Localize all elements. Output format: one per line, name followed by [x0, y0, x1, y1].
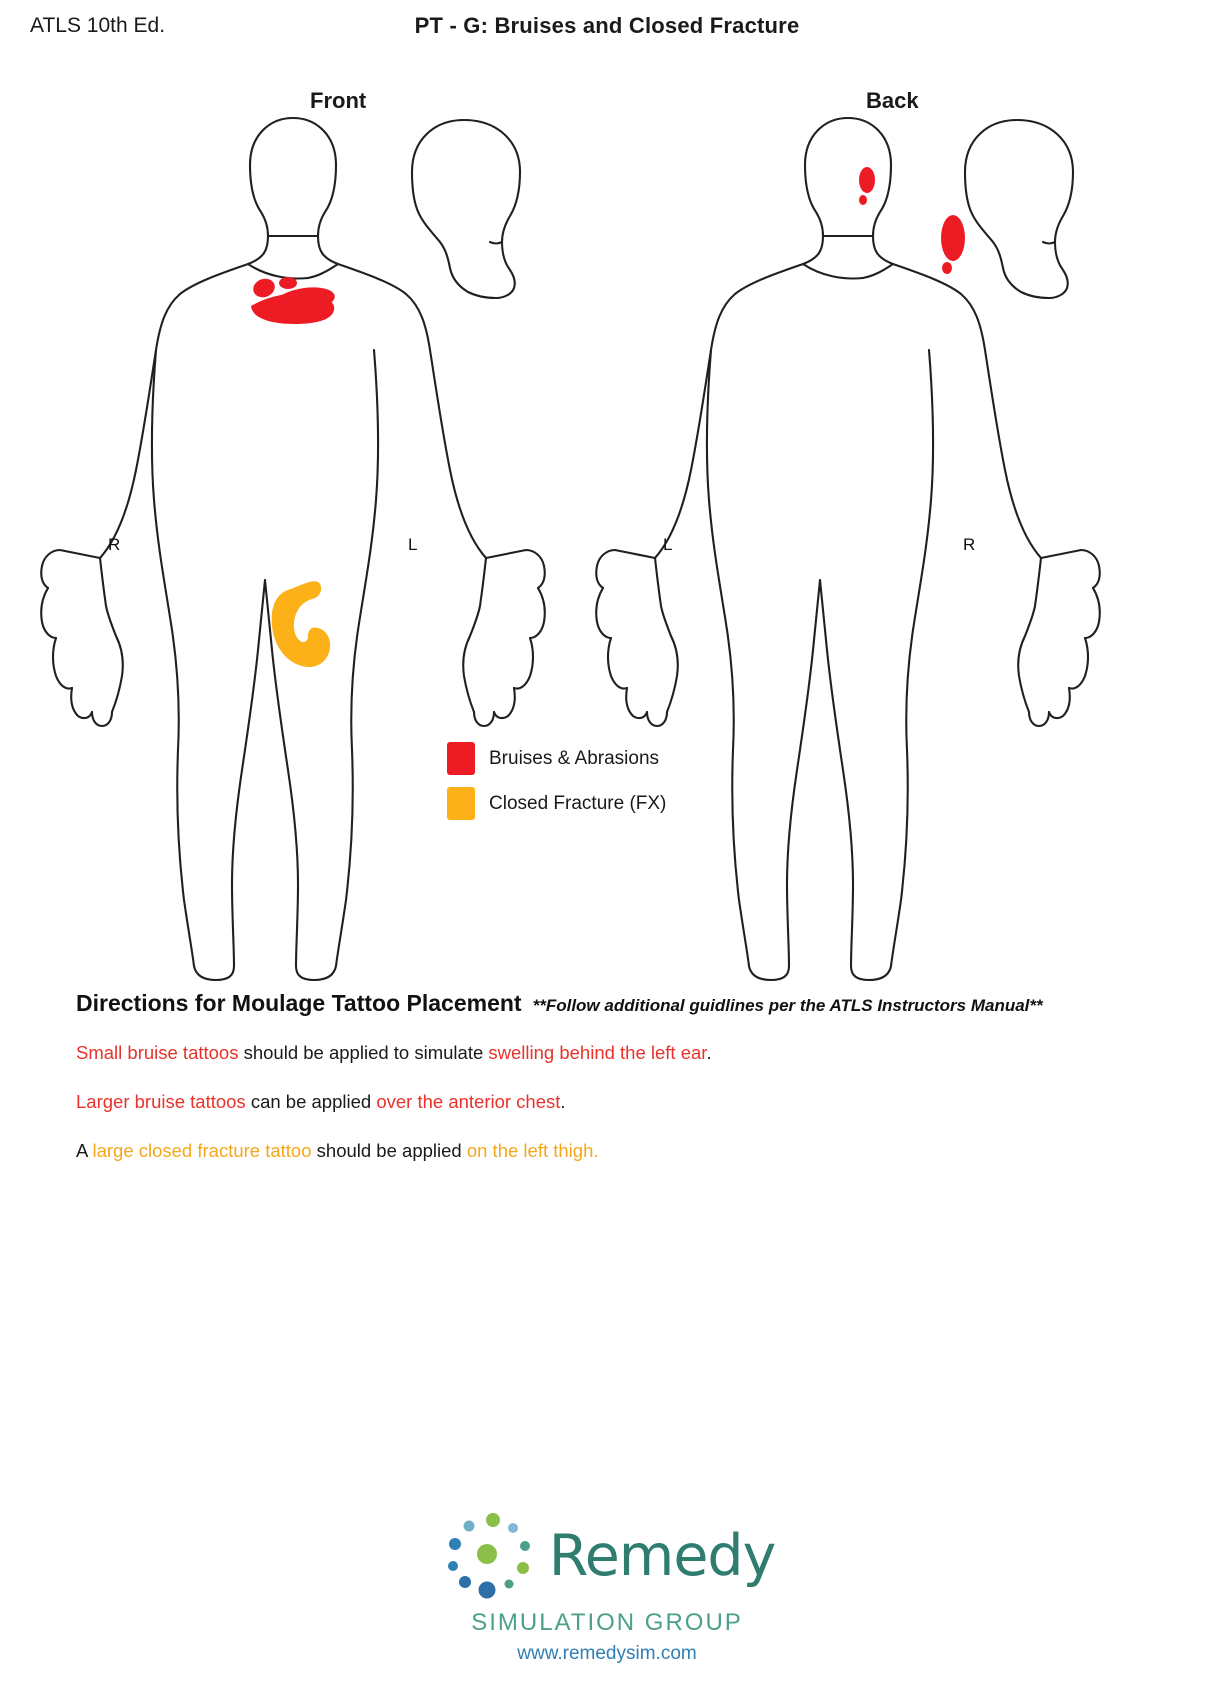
directions-title: Directions for Moulage Tattoo Placement	[76, 990, 522, 1016]
directions-header	[76, 990, 1146, 1017]
front-view-label: Front	[310, 88, 367, 113]
front-body-diagram	[20, 110, 560, 995]
logo-row	[0, 1506, 1214, 1607]
back-left-letter: L	[663, 535, 673, 554]
closed-fracture-mark-front	[272, 581, 331, 667]
brand-name: Remedy	[548, 1523, 776, 1589]
direction-3-seg-4: on the left thigh.	[466, 1139, 599, 1161]
direction-line-2	[76, 1088, 1146, 1116]
direction-2-seg-3: over the anterior chest	[376, 1090, 561, 1112]
brand-url: www.remedysim.com	[517, 1643, 697, 1664]
legend-label-closed-fracture: Closed Fracture (FX)	[489, 792, 667, 814]
legend-swatch-closed-fracture	[447, 787, 475, 820]
legend-label-bruises: Bruises & Abrasions	[489, 747, 660, 769]
back-view-label: Back	[866, 88, 919, 113]
direction-2-seg-1: Larger bruise tattoos	[76, 1090, 246, 1112]
page-title: PT - G: Bruises and Closed Fracture	[414, 13, 800, 38]
direction-3-seg-2: large closed fracture tattoo	[92, 1139, 312, 1161]
direction-1-seg-1: Small bruise tattoos	[76, 1042, 239, 1063]
bruise-marks-front	[251, 276, 337, 324]
legend-item-bruises	[447, 742, 666, 775]
edition-label: ATLS 10th Ed.	[30, 14, 166, 37]
front-right-letter: R	[108, 535, 121, 554]
front-left-letter: L	[408, 535, 418, 554]
directions-section	[76, 990, 1146, 1185]
direction-1-seg-4: .	[706, 1042, 712, 1063]
direction-1-seg-3: swelling behind the left ear	[488, 1042, 707, 1063]
direction-2-seg-4: .	[560, 1090, 566, 1112]
direction-3-seg-3: should be applied	[311, 1139, 467, 1161]
brand-subtitle: SIMULATION GROUP	[471, 1609, 743, 1636]
direction-3-seg-1: A	[76, 1139, 93, 1161]
back-body-diagram	[575, 110, 1115, 995]
remedy-mark-icon	[439, 1506, 549, 1607]
legend	[447, 742, 666, 832]
direction-line-1	[76, 1039, 1146, 1067]
legend-item-closed-fracture	[447, 787, 666, 820]
direction-1-seg-2: should be applied to simulate	[238, 1042, 489, 1063]
legend-swatch-bruises	[447, 742, 475, 775]
footer-logo	[0, 1506, 1214, 1665]
direction-line-3	[76, 1137, 1146, 1165]
back-right-letter: R	[963, 535, 976, 554]
direction-2-seg-2: can be applied	[245, 1090, 377, 1112]
directions-note: **Follow additional guidlines per the ATLS Instructors Manual**	[532, 996, 1043, 1015]
